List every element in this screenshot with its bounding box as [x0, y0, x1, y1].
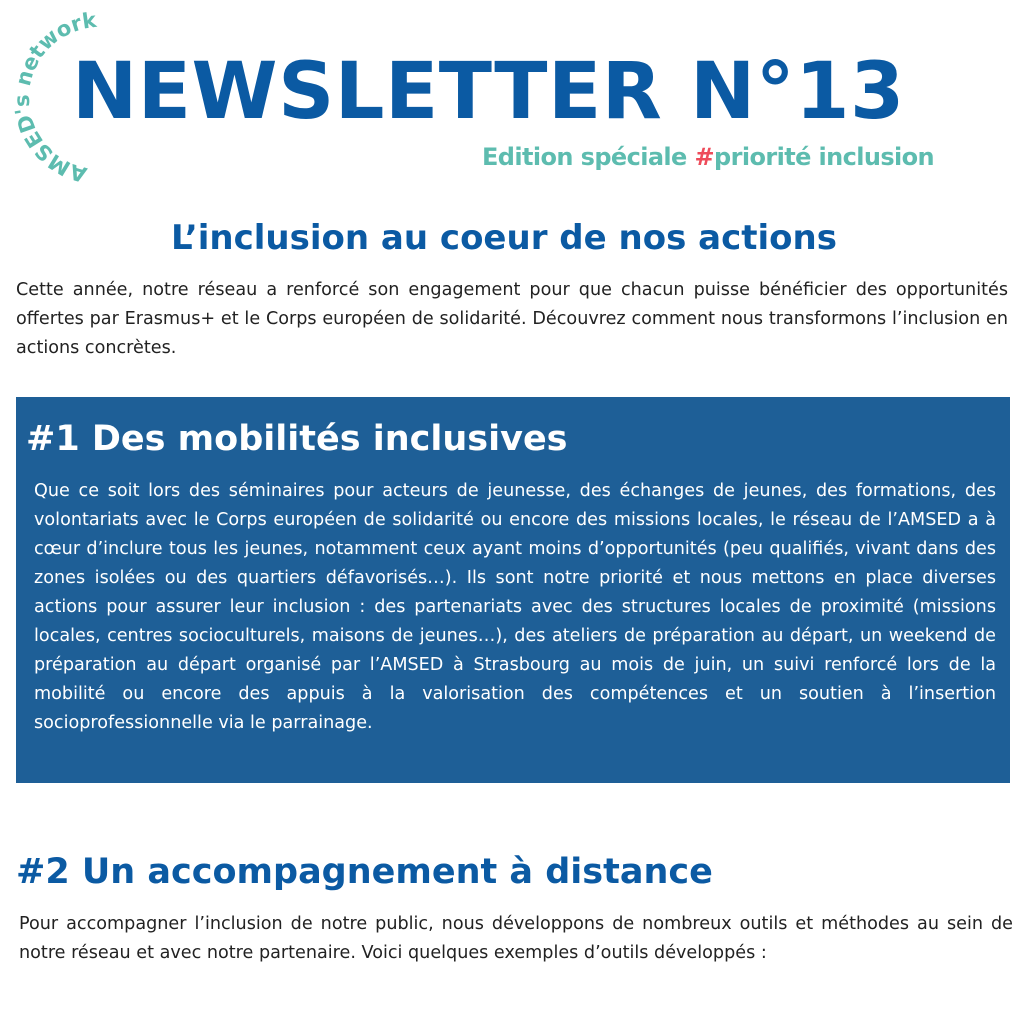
- subtitle-prefix: Edition spéciale: [482, 143, 695, 171]
- section-2-heading: #2 Un accompagnement à distance: [16, 852, 713, 892]
- section-1-heading: #1 Des mobilités inclusives: [26, 419, 568, 459]
- subtitle-hash: #: [694, 143, 714, 171]
- section-1-paragraph: Que ce soit lors des séminaires pour acteurs de jeunesse, des échanges de jeunes, des formations, des volontariats avec le Corps européen de solidarité ou encore des missions locales, le réseau de l’AMSED a à cœur d’inclure tous les jeunes, notamment ceux ayant moins d’opportunités (peu qualifiés, vivant dans des zones isolées ou des quartiers défavorisés…). Ils sont notre priorité et nous mettons en place diverses actions pour assurer leur inclusion : des partenariats avec des structures locales de proximité (missions locales, centres socioculturels, maisons de jeunes…), des ateliers de préparation au départ, un weekend de préparation au départ organisé par l’AMSED à Strasbourg au mois de juin, un suivi renforcé lors de la mobilité ou encore des appuis à la valorisation des compétences et un soutien à l’insertion socioprofessionnelle via le parrainage.: [34, 481, 996, 733]
- intro-paragraph: Cette année, notre réseau a renforcé son engagement pour que chacun puisse bénéficier des opportunités offertes par Erasmus+ et le Corps européen de solidarité. Découvrez comment nous transformons l’inclusion en actions concrètes.: [16, 280, 1008, 358]
- intro-heading: L’inclusion au coeur de nos actions: [171, 218, 837, 258]
- subtitle-tag: priorité inclusion: [714, 143, 935, 171]
- newsletter-subtitle: [482, 141, 934, 173]
- network-label: AMSED's network: [9, 7, 98, 187]
- section-2-paragraph: Pour accompagner l’inclusion de notre public, nous développons de nombreux outils et méthodes au sein de notre réseau et avec notre partenaire. Voici quelques exemples d’outils développés :: [19, 914, 1013, 963]
- section-1-box: [16, 397, 1010, 783]
- newsletter-title: NEWSLETTER N°13: [72, 47, 905, 137]
